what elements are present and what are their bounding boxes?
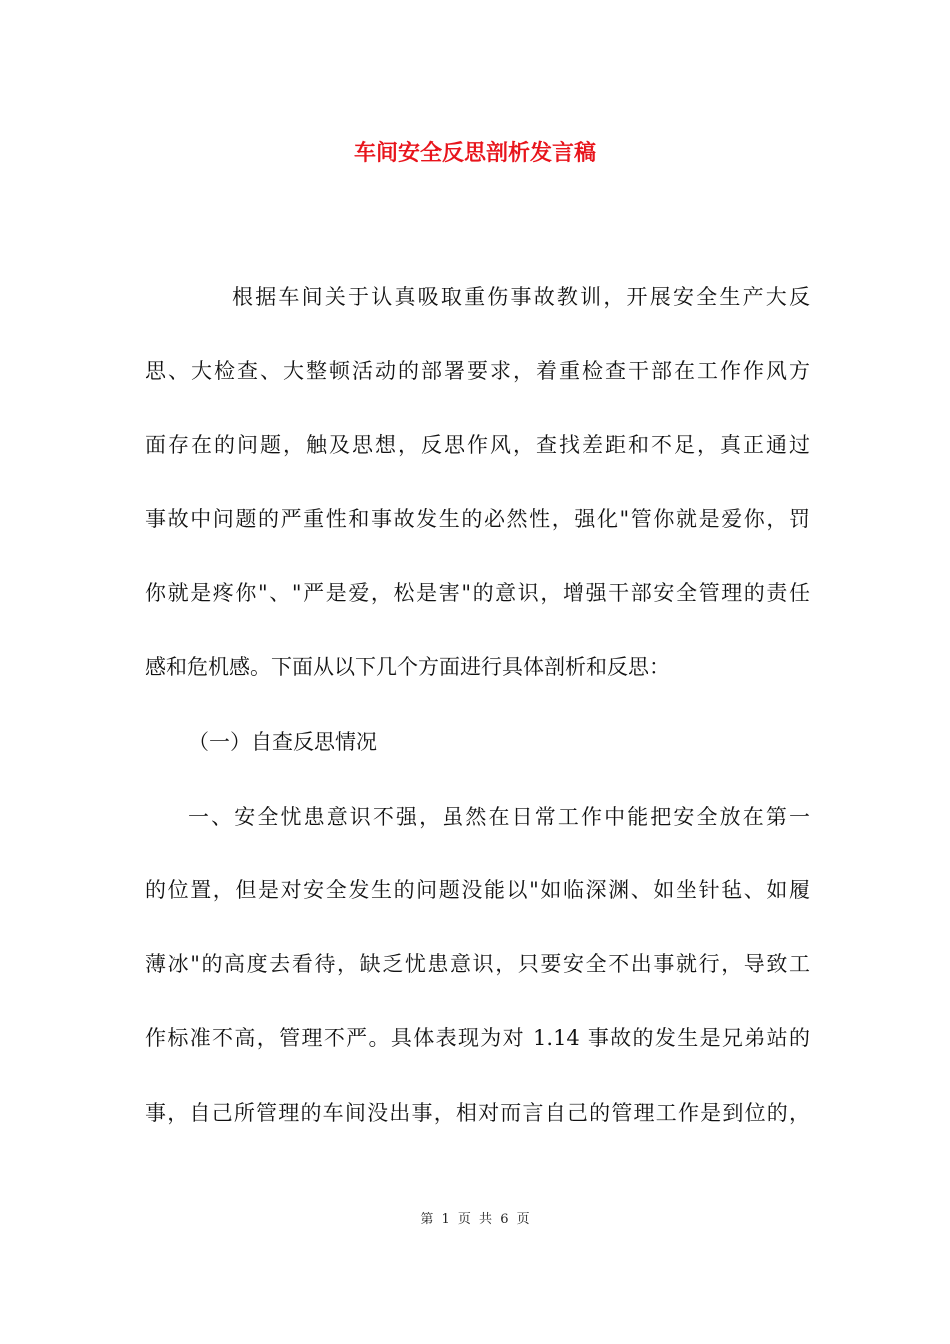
paragraph-line: 面存在的问题，触及思想，反思作风，查找差距和不足，真正通过 <box>145 433 810 457</box>
paragraph-line: 事，自己所管理的车间没出事，相对而言自己的管理工作是到位的， <box>145 1101 810 1125</box>
document-title: 车间安全反思剖析发言稿 <box>353 140 596 166</box>
section-heading: （一）自查反思情况 <box>188 730 377 754</box>
paragraph-line: 一、安全忧患意识不强，虽然在日常工作中能把安全放在第一 <box>188 805 810 829</box>
page-number: 第 1 页 共 6 页 <box>420 1212 530 1227</box>
paragraph-line: 薄冰"的高度去看待，缺乏忧患意识，只要安全不出事就行，导致工 <box>145 952 810 976</box>
paragraph-line: 的位置，但是对安全发生的问题没能以"如临深渊、如坐针毡、如履 <box>145 878 810 902</box>
paragraph-line: 思、大检查、大整顿活动的部署要求，着重检查干部在工作作风方 <box>145 359 810 383</box>
paragraph-line: 作标准不高，管理不严。具体表现为对 1.14 事故的发生是兄弟站的 <box>145 1026 810 1050</box>
paragraph-line: 你就是疼你"、"严是爱，松是害"的意识，增强干部安全管理的责任 <box>145 581 810 605</box>
paragraph-line: 事故中问题的严重性和事故发生的必然性，强化"管你就是爱你，罚 <box>145 507 810 531</box>
paragraph-line: 感和危机感。下面从以下几个方面进行具体剖析和反思： <box>145 655 670 679</box>
paragraph-line: 根据车间关于认真吸取重伤事故教训，开展安全生产大反 <box>232 285 810 309</box>
